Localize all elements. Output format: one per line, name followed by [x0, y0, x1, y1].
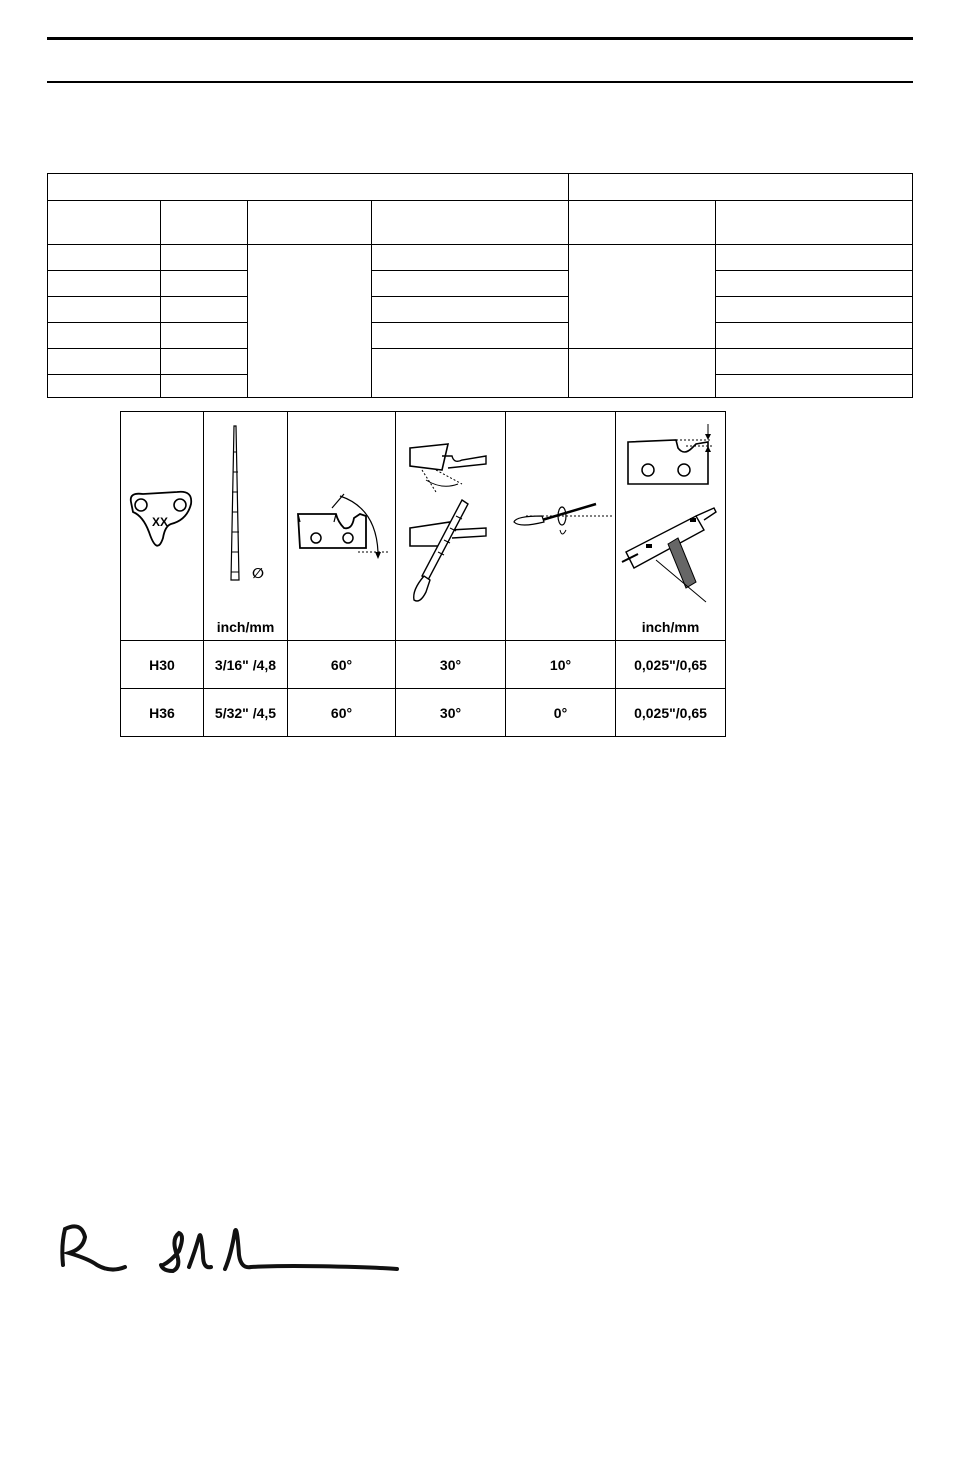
chain-marking-cell	[121, 412, 204, 641]
filing-angle: 30°	[396, 641, 506, 689]
file-tilt: 0°	[506, 689, 616, 737]
depth-gauge: 0,025"/0,65	[616, 641, 726, 689]
file-size: 3/16" /4,8	[204, 641, 288, 689]
file-tilt-icon	[506, 412, 615, 612]
depth-gauge-unit-label: inch/mm	[641, 619, 700, 635]
depth-gauge-icon	[616, 412, 725, 612]
top-plate-angle: 60°	[288, 689, 396, 737]
sharpening-spec-table	[120, 411, 726, 737]
table-row	[121, 641, 726, 689]
top-rule	[47, 37, 913, 40]
handwritten-signature	[55, 1215, 415, 1295]
chain-code: H36	[121, 689, 204, 737]
round-file-icon	[204, 412, 287, 612]
top-plate-angle-icon	[288, 412, 395, 612]
depth-gauge: 0,025"/0,65	[616, 689, 726, 737]
file-diameter-cell	[204, 412, 288, 641]
top-plate-angle: 60°	[288, 641, 396, 689]
depth-gauge-cell	[616, 412, 726, 641]
file-size: 5/32" /4,5	[204, 689, 288, 737]
header-rule	[47, 81, 913, 83]
file-unit-label: inch/mm	[216, 619, 275, 635]
table-row	[121, 689, 726, 737]
file-tilt: 10°	[506, 641, 616, 689]
diameter-symbol: ∅	[252, 566, 264, 582]
chain-code: H30	[121, 641, 204, 689]
filing-angle-icon	[396, 412, 505, 612]
filing-angle-cell	[396, 412, 506, 641]
file-tilt-cell	[506, 412, 616, 641]
drive-link-marking-icon	[121, 412, 203, 640]
marker-label: XX	[151, 515, 169, 529]
filing-angle: 30°	[396, 689, 506, 737]
bar-chain-combination-table	[47, 173, 913, 398]
illustration-row	[121, 412, 726, 641]
top-plate-angle-cell	[288, 412, 396, 641]
